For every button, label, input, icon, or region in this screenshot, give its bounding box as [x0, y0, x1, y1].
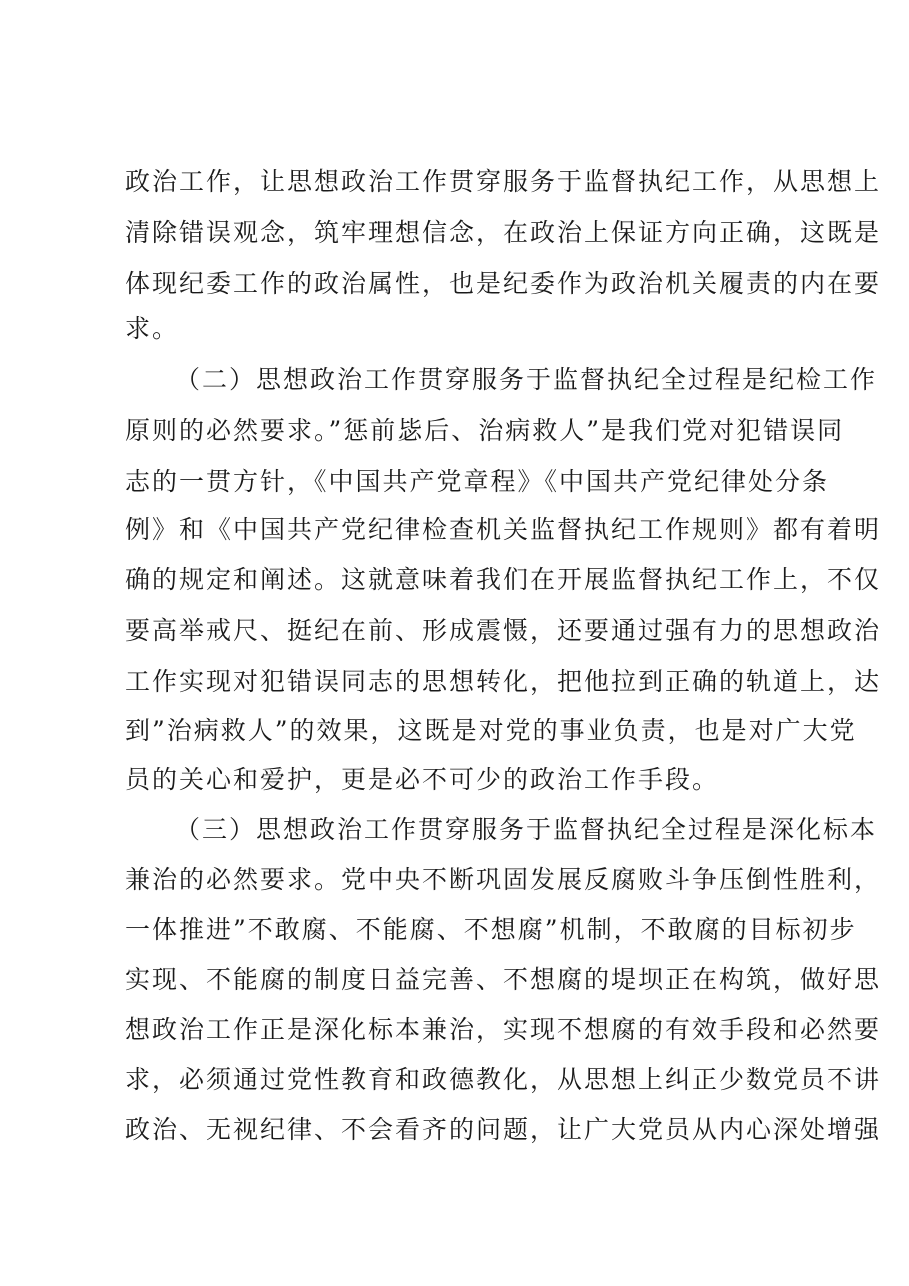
text-line: 工作实现对犯错误同志的思想转化，把他拉到正确的轨道上，达 — [125, 667, 882, 696]
text-line: 政治、无视纪律、不会看齐的问题，让广大党员从内心深处增强 — [125, 1115, 882, 1144]
text-line: 要高举戒尺、挺纪在前、形成震慑，还要通过强有力的思想政治 — [125, 616, 882, 645]
text-line: （二）思想政治工作贯穿服务于监督执纪全过程是纪检工作 — [175, 365, 878, 394]
text-line: 求。 — [125, 314, 180, 343]
text-line: 实现、不能腐的制度日益完善、不想腐的堤坝正在构筑，做好思 — [125, 965, 882, 994]
text-line: 确的规定和阐述。这就意味着我们在开展监督执纪工作上，不仅 — [125, 565, 882, 594]
text-line: 例》和《中国共产党纪律检查机关监督执纪工作规则》都有着明 — [125, 515, 882, 544]
text-line: 体现纪委工作的政治属性，也是纪委作为政治机关履责的内在要 — [125, 269, 882, 298]
text-line: 员的关心和爱护，更是必不可少的政治工作手段。 — [125, 765, 720, 794]
text-line: 一体推进”不敢腐、不能腐、不想腐”机制，不敢腐的目标初步 — [125, 915, 857, 944]
text-line: 求，必须通过党性教育和政德教化，从思想上纠正少数党员不讲 — [125, 1065, 882, 1094]
text-line: 原则的必然要求。”惩前毖后、治病救人”是我们党对犯错误同 — [125, 416, 845, 445]
text-line: 志的一贯方针，《中国共产党章程》《中国共产党纪律处分条 — [125, 467, 830, 496]
text-line: （三）思想政治工作贯穿服务于监督执纪全过程是深化标本 — [175, 815, 878, 844]
text-line: 到”治病救人”的效果，这既是对党的事业负责，也是对广大党 — [125, 716, 857, 745]
text-line: 想政治工作正是深化标本兼治，实现不想腐的有效手段和必然要 — [125, 1015, 882, 1044]
text-line: 清除错误观念，筑牢理想信念，在政治上保证方向正确，这既是 — [125, 218, 882, 247]
text-line: 兼治的必然要求。党中央不断巩固发展反腐败斗争压倒性胜利， — [125, 865, 882, 894]
text-line: 政治工作，让思想政治工作贯穿服务于监督执纪工作，从思想上 — [125, 167, 882, 196]
